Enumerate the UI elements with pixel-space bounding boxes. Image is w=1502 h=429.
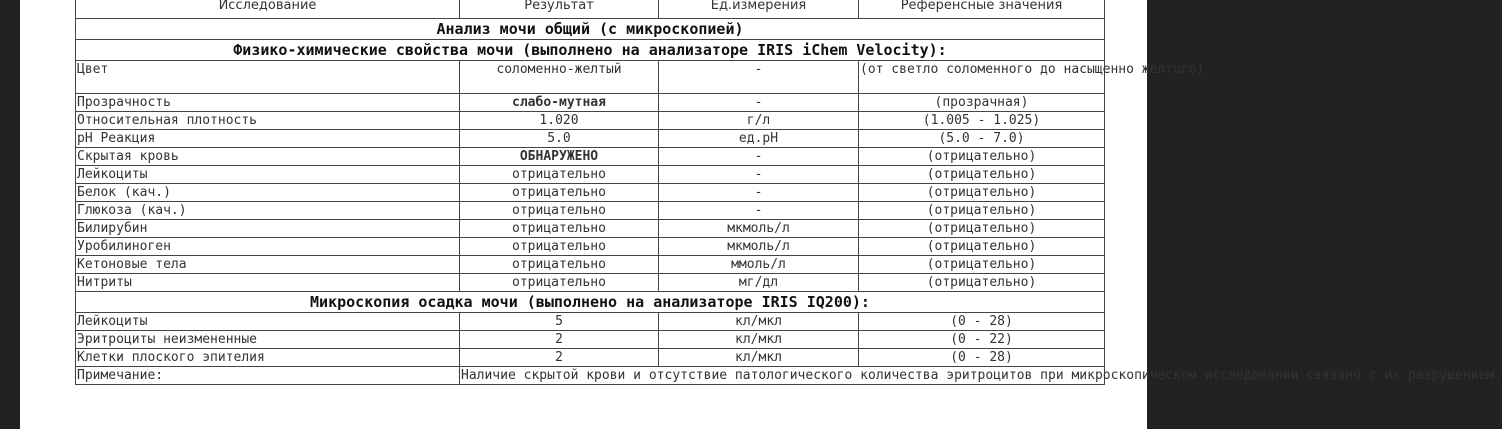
lab-results-table [75, 0, 1502, 385]
test-reference: (отрицательно) [859, 202, 1105, 220]
table-row [76, 274, 1105, 292]
test-reference: (отрицательно) [859, 220, 1105, 238]
header-unit: Ед.измерения [659, 0, 859, 19]
header-test: Исследование [76, 0, 460, 19]
table-header-row [76, 0, 1105, 19]
test-reference: (отрицательно) [859, 184, 1105, 202]
test-reference: (от светло соломенного до насыщенно желтого) [859, 61, 1105, 94]
test-reference: (отрицательно) [859, 274, 1105, 292]
test-reference: (отрицательно) [859, 256, 1105, 274]
test-reference: (отрицательно) [859, 166, 1105, 184]
test-result: соломенно-желтый [460, 61, 659, 94]
test-name: Цвет [76, 61, 460, 94]
document-page [20, 0, 1502, 429]
test-result: 1.020 [460, 112, 659, 130]
section2-title-row [76, 292, 1105, 313]
table-row [76, 184, 1105, 202]
test-result: отрицательно [460, 202, 659, 220]
test-result: отрицательно [460, 220, 659, 238]
test-result: 5.0 [460, 130, 659, 148]
note-row [76, 367, 1105, 385]
test-unit: ммоль/л [659, 256, 859, 274]
table-row [76, 202, 1105, 220]
test-reference: (5.0 - 7.0) [859, 130, 1105, 148]
test-result: 5 [460, 313, 659, 331]
section1-title: Физико-химические свойства мочи (выполнено на анализаторе IRIS iChem Velocity): [76, 40, 1105, 61]
test-reference: (прозрачная) [859, 94, 1105, 112]
test-result: отрицательно [460, 166, 659, 184]
test-result: 2 [460, 331, 659, 349]
test-unit: кл/мкл [659, 331, 859, 349]
test-name: Скрытая кровь [76, 148, 460, 166]
test-name: Лейкоциты [76, 313, 460, 331]
test-unit: мкмоль/л [659, 238, 859, 256]
header-result: Результат [460, 0, 659, 19]
test-name: Прозрачность [76, 94, 460, 112]
test-unit: кл/мкл [659, 349, 859, 367]
test-unit: - [659, 148, 859, 166]
test-name: Билирубин [76, 220, 460, 238]
test-name: Клетки плоского эпителия [76, 349, 460, 367]
test-unit: - [659, 184, 859, 202]
test-name: Лейкоциты [76, 166, 460, 184]
test-result: ОБНАРУЖЕНО [460, 148, 659, 166]
header-reference: Референсные значения [859, 0, 1105, 19]
test-result: отрицательно [460, 238, 659, 256]
test-reference: (0 - 22) [859, 331, 1105, 349]
test-unit: кл/мкл [659, 313, 859, 331]
test-unit: ед.pH [659, 130, 859, 148]
test-result: слабо-мутная [460, 94, 659, 112]
table-row [76, 61, 1105, 94]
table-row [76, 148, 1105, 166]
test-name: Эритроциты неизмененные [76, 331, 460, 349]
test-reference: (0 - 28) [859, 349, 1105, 367]
table-row [76, 94, 1105, 112]
test-reference: (0 - 28) [859, 313, 1105, 331]
test-name: Уробилиноген [76, 238, 460, 256]
test-name: Глюкоза (кач.) [76, 202, 460, 220]
table-row [76, 130, 1105, 148]
table-row [76, 256, 1105, 274]
analysis-title-row [76, 19, 1105, 40]
section2-title: Микроскопия осадка мочи (выполнено на анализаторе IRIS IQ200): [76, 292, 1105, 313]
test-result: отрицательно [460, 274, 659, 292]
analysis-title: Анализ мочи общий (с микроскопией) [76, 19, 1105, 40]
test-result: 2 [460, 349, 659, 367]
test-name: pH Реакция [76, 130, 460, 148]
test-name: Кетоновые тела [76, 256, 460, 274]
test-unit: - [659, 61, 859, 94]
test-unit: г/л [659, 112, 859, 130]
table-row [76, 349, 1105, 367]
table-row [76, 112, 1105, 130]
table-row [76, 220, 1105, 238]
test-reference: (1.005 - 1.025) [859, 112, 1105, 130]
test-unit: мг/дл [659, 274, 859, 292]
test-unit: - [659, 202, 859, 220]
test-result: отрицательно [460, 184, 659, 202]
table-row [76, 238, 1105, 256]
note-label: Примечание: [76, 367, 460, 385]
test-unit: - [659, 166, 859, 184]
table-row [76, 166, 1105, 184]
section1-title-row [76, 40, 1105, 61]
table-row [76, 331, 1105, 349]
test-unit: - [659, 94, 859, 112]
note-text: Наличие скрытой крови и отсутствие патологического количества эритроцитов при микроскопическом исследовании связано с их разрушением. [461, 368, 1502, 383]
test-name: Белок (кач.) [76, 184, 460, 202]
test-unit: мкмоль/л [659, 220, 859, 238]
table-row [76, 313, 1105, 331]
test-reference: (отрицательно) [859, 238, 1105, 256]
test-reference: (отрицательно) [859, 148, 1105, 166]
test-name: Нитриты [76, 274, 460, 292]
test-result: отрицательно [460, 256, 659, 274]
test-name: Относительная плотность [76, 112, 460, 130]
